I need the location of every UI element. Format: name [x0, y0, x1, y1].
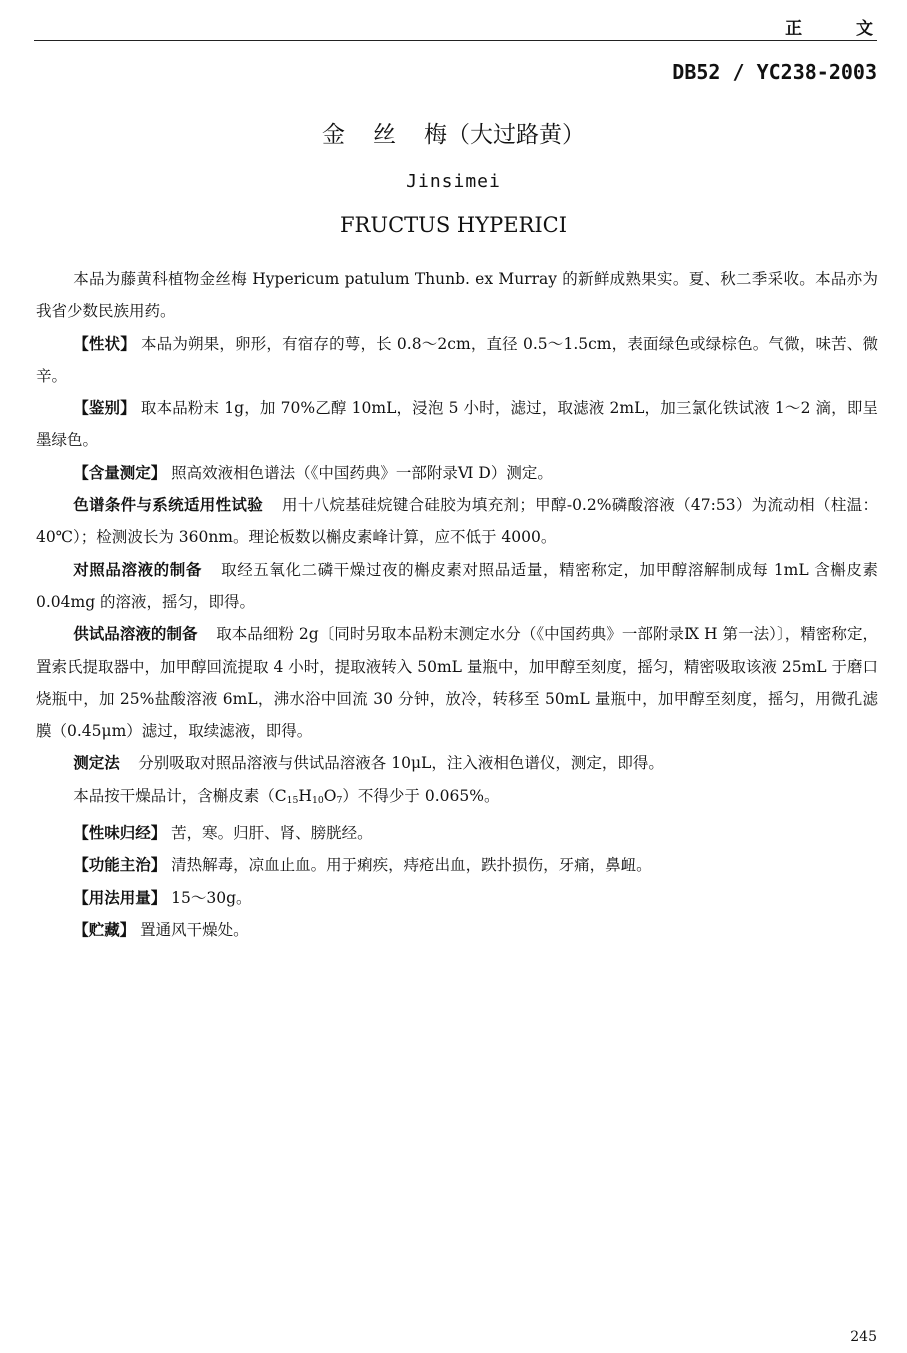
monograph-body	[36, 263, 878, 946]
dosage-text: 15～30g。	[171, 888, 252, 907]
content-before: 本品按干燥品计，含槲皮素（C	[73, 786, 287, 805]
nature-meridian-paragraph	[36, 817, 878, 849]
intro-paragraph: 本品为藤黄科植物金丝梅 Hypericum patulum Thunb. ex Murray 的新鲜成熟果实。夏、秋二季采收。本品亦为我省少数民族用药。	[36, 270, 878, 321]
functions-paragraph	[36, 849, 878, 881]
identification-text: 取本品粉末 1g，加 70%乙醇 10mL，浸泡 5 小时，滤过，取滤液 2mL，加三氯化铁试液 1～2 滴，即呈墨绿色。	[36, 399, 878, 450]
chromatographic-conditions-label: 色谱条件与系统适用性试验	[73, 496, 264, 515]
nature-meridian-label: 【性味归经】	[73, 823, 167, 842]
functions-label: 【功能主治】	[73, 856, 167, 875]
chromatographic-conditions-text: 用十八烷基硅烷键合硅胶为填充剂；甲醇-0.2%磷酸溶液（47:53）为流动相（柱温：40℃）；检测波长为 360nm。理论板数以槲皮素峰计算，应不低于 4000。	[36, 496, 878, 547]
dosage-label: 【用法用量】	[73, 888, 167, 907]
content-limit-paragraph	[36, 780, 878, 817]
formula-sub-c: 15	[286, 794, 299, 806]
title-pinyin: Jinsimei	[406, 171, 501, 192]
procedure-text: 分别吸取对照品溶液与供试品溶液各 10μL，注入液相色谱仪，测定，即得。	[138, 754, 664, 773]
content-after: ）不得少于 0.065%。	[342, 786, 500, 805]
assay-text: 照高效液相色谱法（《中国药典》一部附录Ⅵ D）测定。	[171, 463, 553, 482]
standard-number: DB52 / YC238-2003	[672, 60, 877, 84]
assay-label: 【含量测定】	[73, 463, 167, 482]
formula-o: O	[323, 786, 337, 805]
reference-solution-text: 取经五氧化二磷干燥过夜的槲皮素对照品适量，精密称定，加甲醇溶解制成每 1mL 含槲皮素 0.04mg 的溶液，摇匀，即得。	[36, 560, 878, 611]
test-solution-paragraph	[36, 618, 878, 747]
title-char-3: 梅	[424, 122, 447, 148]
test-solution-label: 供试品溶液的制备	[73, 625, 198, 644]
test-solution-text: 取本品细粉 2g〔同时另取本品粉末测定水分（《中国药典》一部附录Ⅸ H 第一法）〕，精密称定，置索氏提取器中，加甲醇回流提取 4 小时，提取液转入 50mL 量瓶中，加甲醇至刻度，摇匀，精密吸取该液 25mL 于磨口烧瓶中，加 25%盐酸溶液 6mL，沸水浴中回流 30 分钟，放冷，转移至 50mL 量瓶中，加甲醇至刻度，摇匀，用微孔滤膜（0.45μm）滤过，取续滤液，即得。	[36, 625, 878, 741]
title-alias: （大过路黄）	[447, 122, 585, 148]
identification-paragraph	[36, 392, 878, 457]
chromatographic-conditions-paragraph	[36, 489, 878, 554]
title-char-1: 金	[322, 122, 345, 148]
title-chinese	[0, 116, 907, 149]
storage-text: 置通风干燥处。	[140, 920, 249, 939]
formula-sub-h: 10	[311, 794, 324, 806]
description-text: 本品为朔果，卵形，有宿存的萼，长 0.8～2cm，直径 0.5～1.5cm，表面绿色或绿棕色。气微，味苦、微辛。	[36, 334, 878, 385]
nature-meridian-text: 苦，寒。归肝、肾、膀胱经。	[171, 823, 373, 842]
formula-h: H	[298, 786, 312, 805]
header-rule	[34, 40, 877, 41]
procedure-label: 测定法	[73, 754, 120, 773]
identification-label: 【鉴别】	[73, 399, 136, 418]
reference-solution-paragraph	[36, 554, 878, 619]
procedure-paragraph	[36, 747, 878, 779]
running-head: 正 文	[785, 19, 897, 39]
page-number: 245	[850, 1329, 877, 1345]
description-paragraph	[36, 328, 878, 393]
functions-text: 清热解毒，凉血止血。用于痢疾，痔疮出血，跌扑损伤，牙痛，鼻衄。	[171, 856, 652, 875]
assay-paragraph	[36, 457, 878, 489]
storage-paragraph	[36, 914, 878, 946]
storage-label: 【贮藏】	[73, 920, 136, 939]
description-label: 【性状】	[73, 334, 136, 353]
title-latin: FRUCTUS HYPERICI	[339, 213, 568, 237]
dosage-paragraph	[36, 882, 878, 914]
formula-sub-o: 7	[336, 794, 343, 806]
title-char-2: 丝	[373, 122, 396, 148]
reference-solution-label: 对照品溶液的制备	[73, 560, 202, 579]
